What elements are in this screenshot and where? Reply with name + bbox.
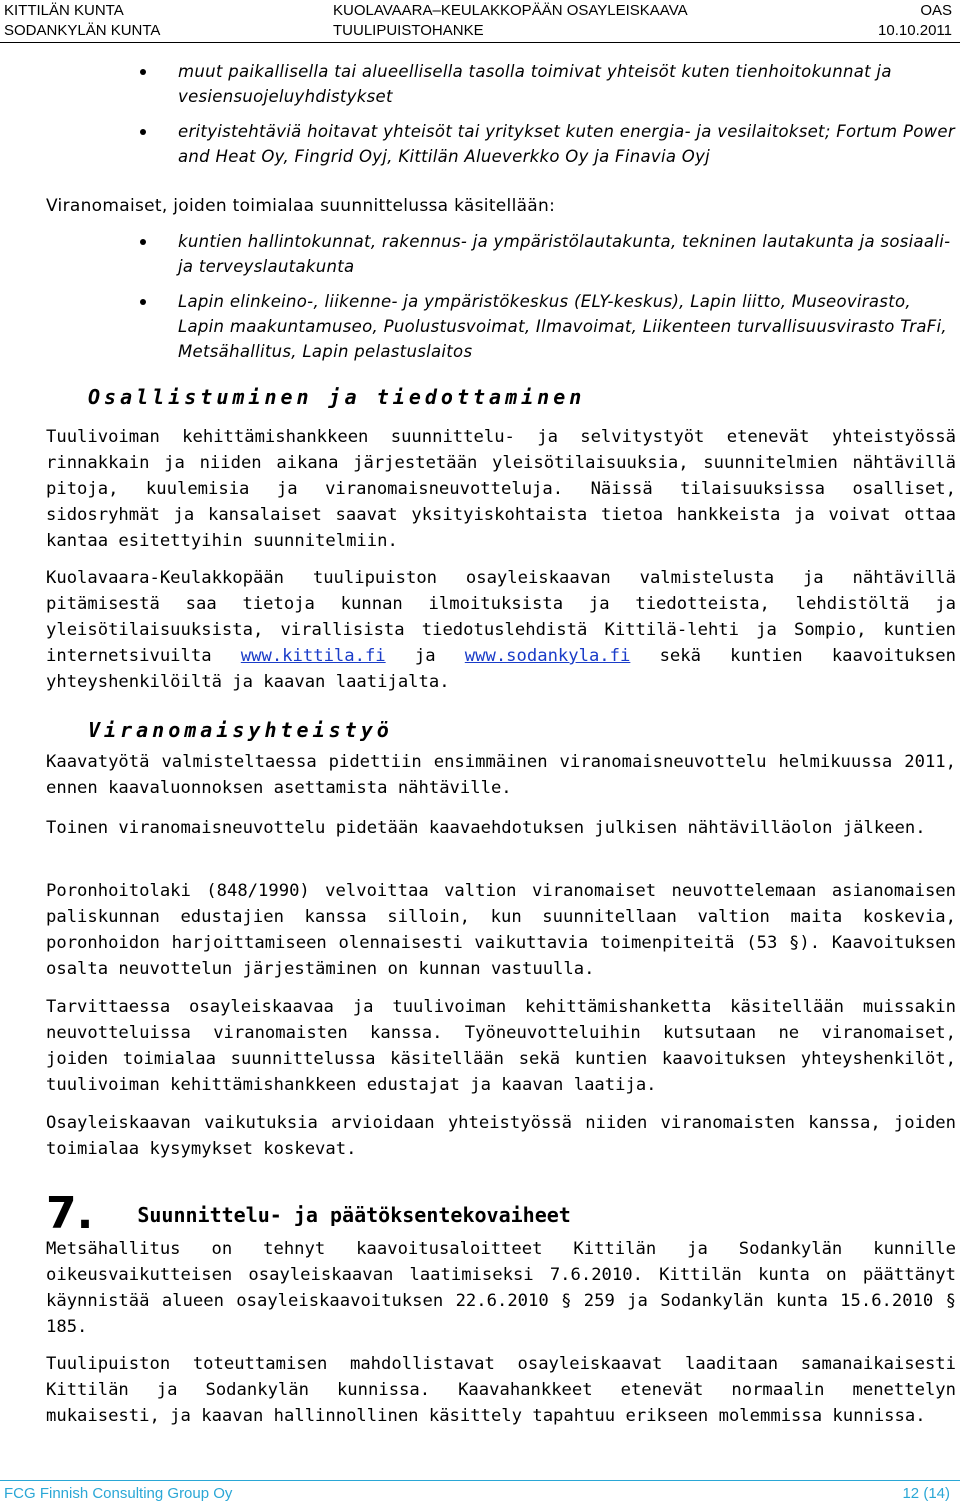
list-item <box>140 119 955 169</box>
kittila-website-link[interactable]: www.kittila.fi <box>240 646 386 666</box>
header-municipality-1: KITTILÄN KUNTA <box>4 2 124 19</box>
sodankyla-website-link[interactable]: www.sodankyla.fi <box>464 646 631 666</box>
participation-paragraph-2 <box>46 565 956 695</box>
section-7-heading <box>46 1188 571 1239</box>
list-item-text: muut paikallisella tai alueellisella tasolla toimivat yhteisöt kuten tienhoitokunnat ja vesiensuojeluyhdistykset <box>178 62 892 106</box>
header-project <box>333 1 688 41</box>
list-item-text: kuntien hallintokunnat, rakennus- ja ympäristölautakunta, tekninen lautakunta ja sosiaali- ja terveyslautakunta <box>178 232 951 276</box>
section-number: 7. <box>46 1188 94 1239</box>
header-divider <box>0 42 960 43</box>
section-7-paragraph-1: Metsähallitus on tehnyt kaavoitusaloitteet Kittilän ja Sodankylän kunnille oikeusvaikutteisen osayleiskaavan laatimiseksi 7.6.2010. Kittilän kunta on päättänyt käynnistää alueen osayleiskaavoituksen 22.6.2010 § 259 ja Sodankylän kunta 15.6.2010 § 185. <box>46 1239 956 1337</box>
authority-paragraph-1: Kaavatyötä valmisteltaessa pidettiin ensimmäinen viranomaisneuvottelu helmikuussa 2011, ennen kaavaluonnoksen asettamista nähtäville. <box>46 752 956 798</box>
bullet-icon <box>140 239 146 245</box>
stakeholder-list <box>140 59 955 179</box>
participation-paragraph-1: Tuulivoiman kehittämishankkeen suunnittelu- ja selvitystyöt etenevät yhteistyössä rinnakkain ja niiden aikana järjestetään yleisötilaisuuksia, suunnitelmien nähtävillä pitoja, kuulemisia ja viranomaisneuvotteluja. Näissä tilaisuuksissa osalliset, sidosryhmät ja kansalaiset saavat yksityiskohtaista tietoa hankkeista ja voivat ottaa kantaa esitettyihin suunnitelmiin. <box>46 427 956 551</box>
header-municipalities <box>4 1 160 41</box>
authority-paragraph-2: Toinen viranomaisneuvottelu pidetään kaavaehdotuksen julkisen nähtävilläolon jälkeen. <box>46 818 926 838</box>
paragraph-text: sekä kuntien kaavoituksen yhteyshenkilöiltä ja kaavan laatijalta. <box>46 646 956 692</box>
list-item <box>140 59 955 109</box>
section-heading-authority-cooperation: Viranomaisyhteistyö <box>88 718 393 742</box>
section-heading-participation: Osallistuminen ja tiedottaminen <box>88 385 586 409</box>
header-doc-type: OAS <box>920 2 952 19</box>
list-item-text: erityistehtäviä hoitavat yhteisöt tai yritykset kuten energia- ja vesilaitokset; Fortum Power and Heat Oy, Fingrid Oyj, Kittilän Alueverkko Oy ja Finavia Oyj <box>178 122 955 166</box>
section-7-paragraph-2: Tuulipuiston toteuttamisen mahdollistavat osayleiskaavat laaditaan samanaikaisesti Kittilän ja Sodankylän kunnissa. Kaavahankkeet etenevät normaalin menettelyn mukaisesti, ja kaavan hallinnollinen käsittely tapahtuu erikseen molemmissa kunnissa. <box>46 1354 956 1426</box>
bullet-icon <box>140 299 146 305</box>
section-title: Suunnittelu- ja päätöksentekovaiheet <box>137 1203 571 1227</box>
authority-paragraph-5: Osayleiskaavan vaikutuksia arvioidaan yhteistyössä niiden viranomaisten kanssa, joiden toimialaa kysymykset koskevat. <box>46 1113 956 1159</box>
footer-page-number: 12 (14) <box>902 1485 950 1502</box>
header-doc-info <box>878 1 952 41</box>
bullet-icon <box>140 69 146 75</box>
paragraph-text: Kuolavaara-Keulakkopään tuulipuiston osayleiskaavan valmistelusta ja nähtävillä pitämisestä saa tietoja kunnan ilmoituksista ja tiedotteista, lehdistöltä ja yleisötilaisuuksista, virallisista tiedotuslehdistä Kittilä-lehti ja Sompio, kuntien internetsivuilta <box>46 568 956 666</box>
authorities-intro: Viranomaiset, joiden toimialaa suunnittelussa käsitellään: <box>46 196 556 216</box>
list-item <box>140 229 955 279</box>
page-header <box>0 0 960 44</box>
authority-paragraph-4: Tarvittaessa osayleiskaavaa ja tuulivoiman kehittämishanketta käsitellään muissakin neuvotteluissa viranomaisten kanssa. Työneuvotteluihin kutsutaan ne viranomaiset, joiden toimialaa suunnittelussa käsitellään sekä kuntien kaavoituksen yhteyshenkilöt, tuulivoiman kehittämishankkeen edustajat ja kaavan laatija. <box>46 997 956 1095</box>
header-municipality-2: SODANKYLÄN KUNTA <box>4 22 161 39</box>
bullet-icon <box>140 129 146 135</box>
header-date: 10.10.2011 <box>878 22 952 39</box>
paragraph-text: ja <box>385 646 465 666</box>
authority-paragraph-3: Poronhoitolaki (848/1990) velvoittaa valtion viranomaiset neuvottelemaan asianomaisen paliskunnan edustajien kanssa silloin, kun suunnitellaan valtion maita koskevia, poronhoidon harjoittamiseen olennaisesti vaikuttavia toimenpiteitä (53 §). Kaavoituksen osalta neuvottelun järjestäminen on kunnan vastuulla. <box>46 881 956 979</box>
header-plan-name: KUOLAVAARA–KEULAKKOPÄÄN OSAYLEISKAAVA <box>333 2 688 19</box>
footer-divider <box>0 1480 960 1481</box>
footer-company: FCG Finnish Consulting Group Oy <box>4 1485 233 1502</box>
header-project-name: TUULIPUISTOHANKE <box>333 22 484 39</box>
list-item <box>140 289 955 364</box>
authorities-list <box>140 229 955 374</box>
list-item-text: Lapin elinkeino-, liikenne- ja ympäristökeskus (ELY-keskus), Lapin liitto, Museovirasto, Lapin maakuntamuseo, Puolustusvoimat, Ilmavoimat, Liikenteen turvallisuusvirasto TraFi, Metsähallitus, Lapin pelastuslaitos <box>178 292 947 361</box>
